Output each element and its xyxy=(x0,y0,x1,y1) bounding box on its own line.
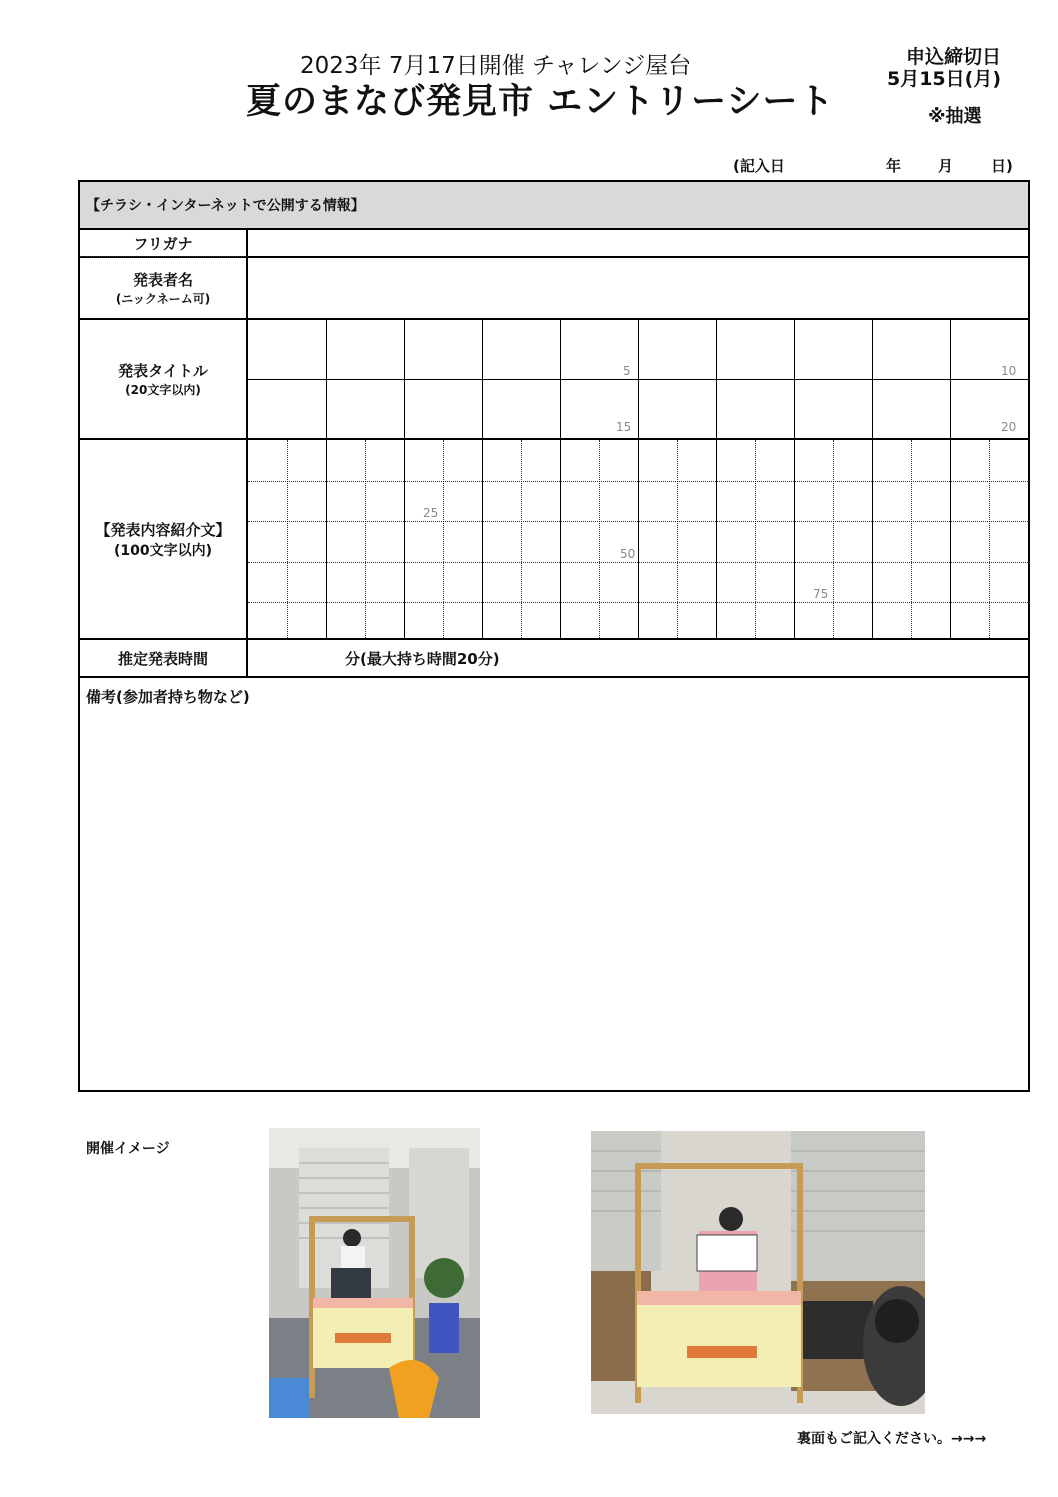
intro-grid-row-line xyxy=(248,602,1028,603)
intro-grid-col-line xyxy=(755,440,756,638)
intro-grid-col-line xyxy=(404,440,405,638)
intro-grid-col-line xyxy=(599,440,600,638)
notes-label: 備考(参加者持ち物など) xyxy=(86,688,250,706)
intro-grid-col-line xyxy=(989,440,990,638)
page-title: 夏のまなび発見市 エントリーシート xyxy=(246,82,835,122)
intro-count-50: 50 xyxy=(620,547,636,561)
intro-count-25: 25 xyxy=(423,506,439,520)
time-row xyxy=(80,640,1028,678)
intro-grid-col-line xyxy=(287,440,288,638)
title-count-15: 15 xyxy=(616,420,632,434)
entry-date-day: 日) xyxy=(991,157,1013,175)
title-row xyxy=(80,320,1028,440)
title-count-10: 10 xyxy=(1001,364,1017,378)
entry-date-line xyxy=(733,155,1023,175)
booth-photo-2 xyxy=(591,1131,925,1414)
presenter-note: (ニックネーム可) xyxy=(115,292,211,306)
deadline-date: 5月15日(月) xyxy=(886,68,1001,90)
event-subtitle: 2023年 7月17日開催 チャレンジ屋台 xyxy=(300,53,692,79)
presenter-row xyxy=(80,258,1028,320)
title-grid-row-line xyxy=(248,379,1028,380)
intro-note: (100文字以内) xyxy=(113,542,213,559)
time-value[interactable]: 分(最大持ち時間20分) xyxy=(345,649,500,668)
furigana-row xyxy=(80,230,1028,258)
lottery-note: ※抽選 xyxy=(928,106,982,127)
intro-grid-col-line xyxy=(638,440,639,638)
intro-grid-row-line xyxy=(248,521,1028,522)
intro-char-grid[interactable] xyxy=(248,440,1028,638)
intro-grid-row-line xyxy=(248,562,1028,563)
title-count-5: 5 xyxy=(623,364,631,378)
entry-date-month: 月 xyxy=(938,157,954,175)
furigana-input[interactable] xyxy=(248,230,1028,256)
section-header: 【チラシ・インターネットで公開する情報】 xyxy=(80,182,1028,230)
presenter-label-cell xyxy=(80,258,248,318)
intro-label-cell xyxy=(80,440,248,638)
time-label-cell xyxy=(80,640,248,676)
booth-photo-1 xyxy=(269,1128,480,1418)
intro-grid-col-line xyxy=(326,440,327,638)
intro-grid-col-line xyxy=(911,440,912,638)
footer-note: 裏面もご記入ください。→→→ xyxy=(797,1431,987,1447)
deadline-label: 申込締切日 xyxy=(905,46,1001,68)
entry-date-label: (記入日 xyxy=(733,157,785,175)
intro-label: 【発表内容紹介文】 xyxy=(95,520,231,539)
title-char-grid[interactable] xyxy=(248,320,1028,438)
booth-photo-presenter-sign xyxy=(591,1131,925,1414)
intro-grid-row-line xyxy=(248,481,1028,482)
entry-date-year: 年 xyxy=(886,157,902,175)
intro-grid-col-line xyxy=(365,440,366,638)
intro-row xyxy=(80,440,1028,640)
intro-grid-col-line xyxy=(521,440,522,638)
furigana-divider xyxy=(80,256,248,257)
intro-grid-col-line xyxy=(560,440,561,638)
intro-grid-col-line xyxy=(443,440,444,638)
intro-grid-col-line xyxy=(872,440,873,638)
images-label: 開催イメージ xyxy=(86,1141,170,1157)
title-count-20: 20 xyxy=(1001,420,1017,434)
presenter-input[interactable] xyxy=(248,258,1028,318)
furigana-label: フリガナ xyxy=(80,230,248,256)
booth-photo-presenter-laptop xyxy=(269,1128,480,1418)
intro-count-75: 75 xyxy=(813,587,829,601)
title-note: (20文字以内) xyxy=(125,383,201,397)
intro-grid-col-line xyxy=(794,440,795,638)
notes-area[interactable] xyxy=(80,678,1028,1090)
intro-grid-col-line xyxy=(716,440,717,638)
intro-grid-col-line xyxy=(482,440,483,638)
intro-grid-col-line xyxy=(677,440,678,638)
deadline-block xyxy=(866,46,1001,90)
intro-grid-col-line xyxy=(950,440,951,638)
title-label: 発表タイトル xyxy=(118,362,208,380)
intro-grid-col-line xyxy=(833,440,834,638)
title-label-cell xyxy=(80,320,248,438)
presenter-label: 発表者名 xyxy=(132,271,193,289)
time-label: 推定発表時間 xyxy=(117,649,208,668)
entry-form xyxy=(78,180,1030,1092)
